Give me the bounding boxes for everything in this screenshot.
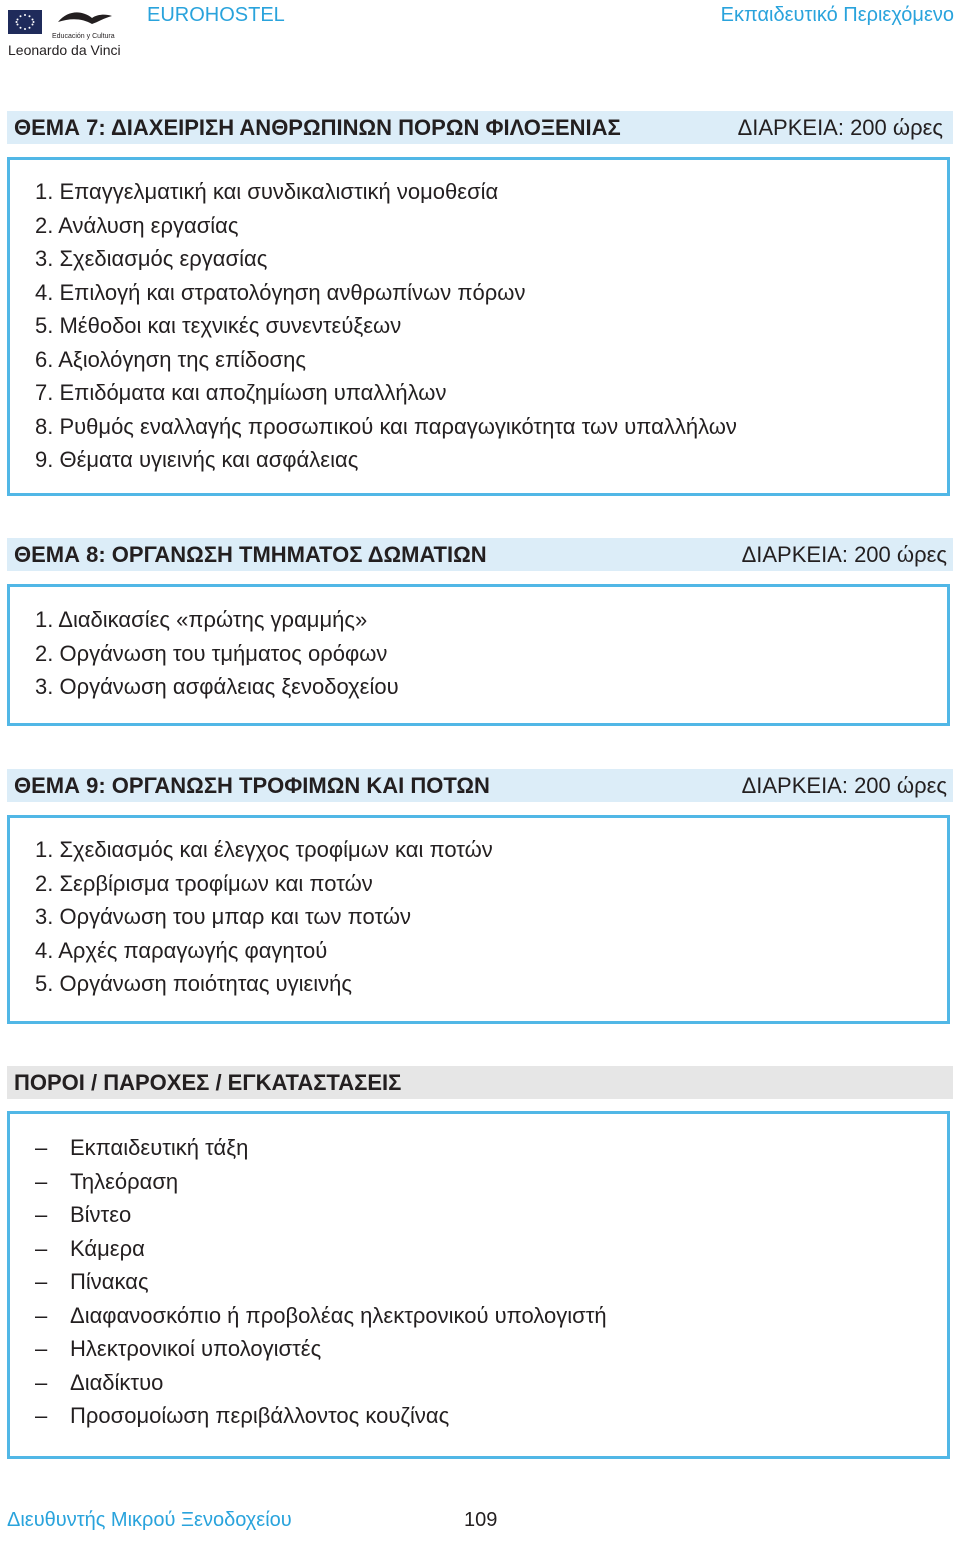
list-item-text: Τηλεόραση (70, 1168, 179, 1194)
section-9-duration: ΔΙΑΡΚΕΙΑ: 200 ώρες (741, 773, 947, 798)
list-item: 2. Ανάλυση εργασίας (35, 212, 239, 238)
dash-bullet: – (35, 1369, 48, 1395)
dash-bullet: – (35, 1235, 48, 1261)
list-item (35, 1198, 607, 1232)
resources-title: ΠΟΡΟΙ / ΠΑΡΟΧΕΣ / ΕΓΚΑΤΑΣΤΑΣΕΙΣ (14, 1070, 402, 1095)
section-8-title: ΘΕΜΑ 8: ΟΡΓΑΝΩΣΗ ΤΜΗΜΑΤΟΣ ΔΩΜΑΤΙΩΝ (14, 542, 487, 567)
list-item: 1. Διαδικασίες «πρώτης γραμμής» (35, 607, 368, 632)
list-item-text: Προσομοίωση περιβάλλοντος κουζίνας (70, 1403, 450, 1428)
list-item (35, 1265, 607, 1299)
list-item (35, 1366, 607, 1400)
section-8-list (35, 603, 399, 704)
section-9-header (7, 769, 953, 802)
list-item-text: Ηλεκτρονικοί υπολογιστές (70, 1336, 322, 1361)
section-7-box (7, 157, 950, 496)
leonardo-da-vinci-text: Leonardo da Vinci (8, 42, 121, 58)
list-item (35, 1332, 607, 1366)
list-item: 1. Σχεδιασμός και έλεγχος τροφίμων και ποτών (35, 837, 493, 862)
dash-bullet: – (35, 1168, 48, 1194)
list-item (35, 1232, 607, 1266)
dash-bullet: – (35, 1336, 48, 1361)
list-item: 4. Αρχές παραγωγής φαγητού (35, 937, 328, 963)
list-item-text: Διαφανοσκόπιο ή προβολέας ηλεκτρονικού υπολογιστή (70, 1302, 607, 1328)
list-item (35, 1131, 607, 1165)
header-title: EUROHOSTEL (147, 4, 285, 26)
list-item: 6. Αξιολόγηση της επίδοσης (35, 346, 306, 372)
resources-header (7, 1066, 953, 1099)
list-item: 4. Επιλογή και στρατολόγηση ανθρωπίνων πόρων (35, 279, 526, 305)
section-7-duration: ΔΙΑΡΚΕΙΑ: 200 ώρες (737, 115, 943, 140)
list-item: 5. Μέθοδοι και τεχνικές συνεντεύξεων (35, 313, 402, 338)
resources-box (7, 1111, 950, 1459)
section-9-title: ΘΕΜΑ 9: ΟΡΓΑΝΩΣΗ ΤΡΟΦΙΜΩΝ ΚΑΙ ΠΟΤΩΝ (14, 773, 490, 798)
list-item-text: Βίντεο (70, 1202, 132, 1227)
list-item-text: Εκπαιδευτική τάξη (70, 1135, 249, 1160)
list-item-text: Πίνακας (70, 1269, 149, 1294)
page-number: 109 (464, 1509, 498, 1531)
list-item (35, 1299, 607, 1333)
logo-edu-text: Educación y Cultura (52, 33, 115, 40)
section-8-header (7, 538, 953, 571)
section-7-header (7, 111, 953, 144)
list-item: 2. Οργάνωση του τμήματος ορόφων (35, 640, 388, 666)
list-item-text: Διαδίκτυο (70, 1369, 164, 1395)
list-item: 5. Οργάνωση ποιότητας υγιεινής (35, 971, 353, 996)
section-9-list (35, 833, 493, 1001)
header-section: Εκπαιδευτικό Περιεχόμενο (720, 4, 954, 26)
list-item-text: Κάμερα (70, 1235, 145, 1261)
list-item (35, 1165, 607, 1199)
section-7-title: ΘΕΜΑ 7: ΔΙΑΧΕΙΡΙΣΗ ΑΝΘΡΩΠΙΝΩΝ ΠΟΡΩΝ ΦΙΛΟΞΕΝΙΑΣ (14, 115, 621, 140)
section-9-box (7, 815, 950, 1024)
list-item (35, 1399, 607, 1433)
list-item: 7. Επιδόματα και αποζημίωση υπαλλήλων (35, 380, 447, 405)
eu-flag-logo (8, 10, 42, 34)
dash-bullet: – (35, 1202, 48, 1227)
list-item: 3. Οργάνωση του μπαρ και των ποτών (35, 904, 412, 929)
section-8-box (7, 584, 950, 726)
dash-bullet: – (35, 1302, 48, 1328)
section-7-list (35, 175, 737, 477)
list-item: 2. Σερβίρισμα τροφίμων και ποτών (35, 870, 373, 896)
list-item: 1. Επαγγελματική και συνδικαλιστική νομοθεσία (35, 179, 499, 204)
list-item: 8. Ρυθμός εναλλαγής προσωπικού και παραγωγικότητα των υπαλλήλων (35, 413, 737, 439)
dash-bullet: – (35, 1135, 48, 1160)
section-8-duration: ΔΙΑΡΚΕΙΑ: 200 ώρες (741, 542, 947, 567)
list-item: 9. Θέματα υγιεινής και ασφάλειας (35, 447, 359, 472)
list-item: 3. Οργάνωση ασφάλειας ξενοδοχείου (35, 674, 399, 699)
footer-title: Διευθυντής Μικρού Ξενοδοχείου (7, 1509, 292, 1531)
dash-bullet: – (35, 1403, 48, 1428)
dash-bullet: – (35, 1269, 48, 1294)
resources-list (35, 1131, 607, 1433)
education-culture-logo (52, 8, 116, 38)
list-item: 3. Σχεδιασμός εργασίας (35, 246, 268, 271)
bird-icon (52, 8, 116, 28)
